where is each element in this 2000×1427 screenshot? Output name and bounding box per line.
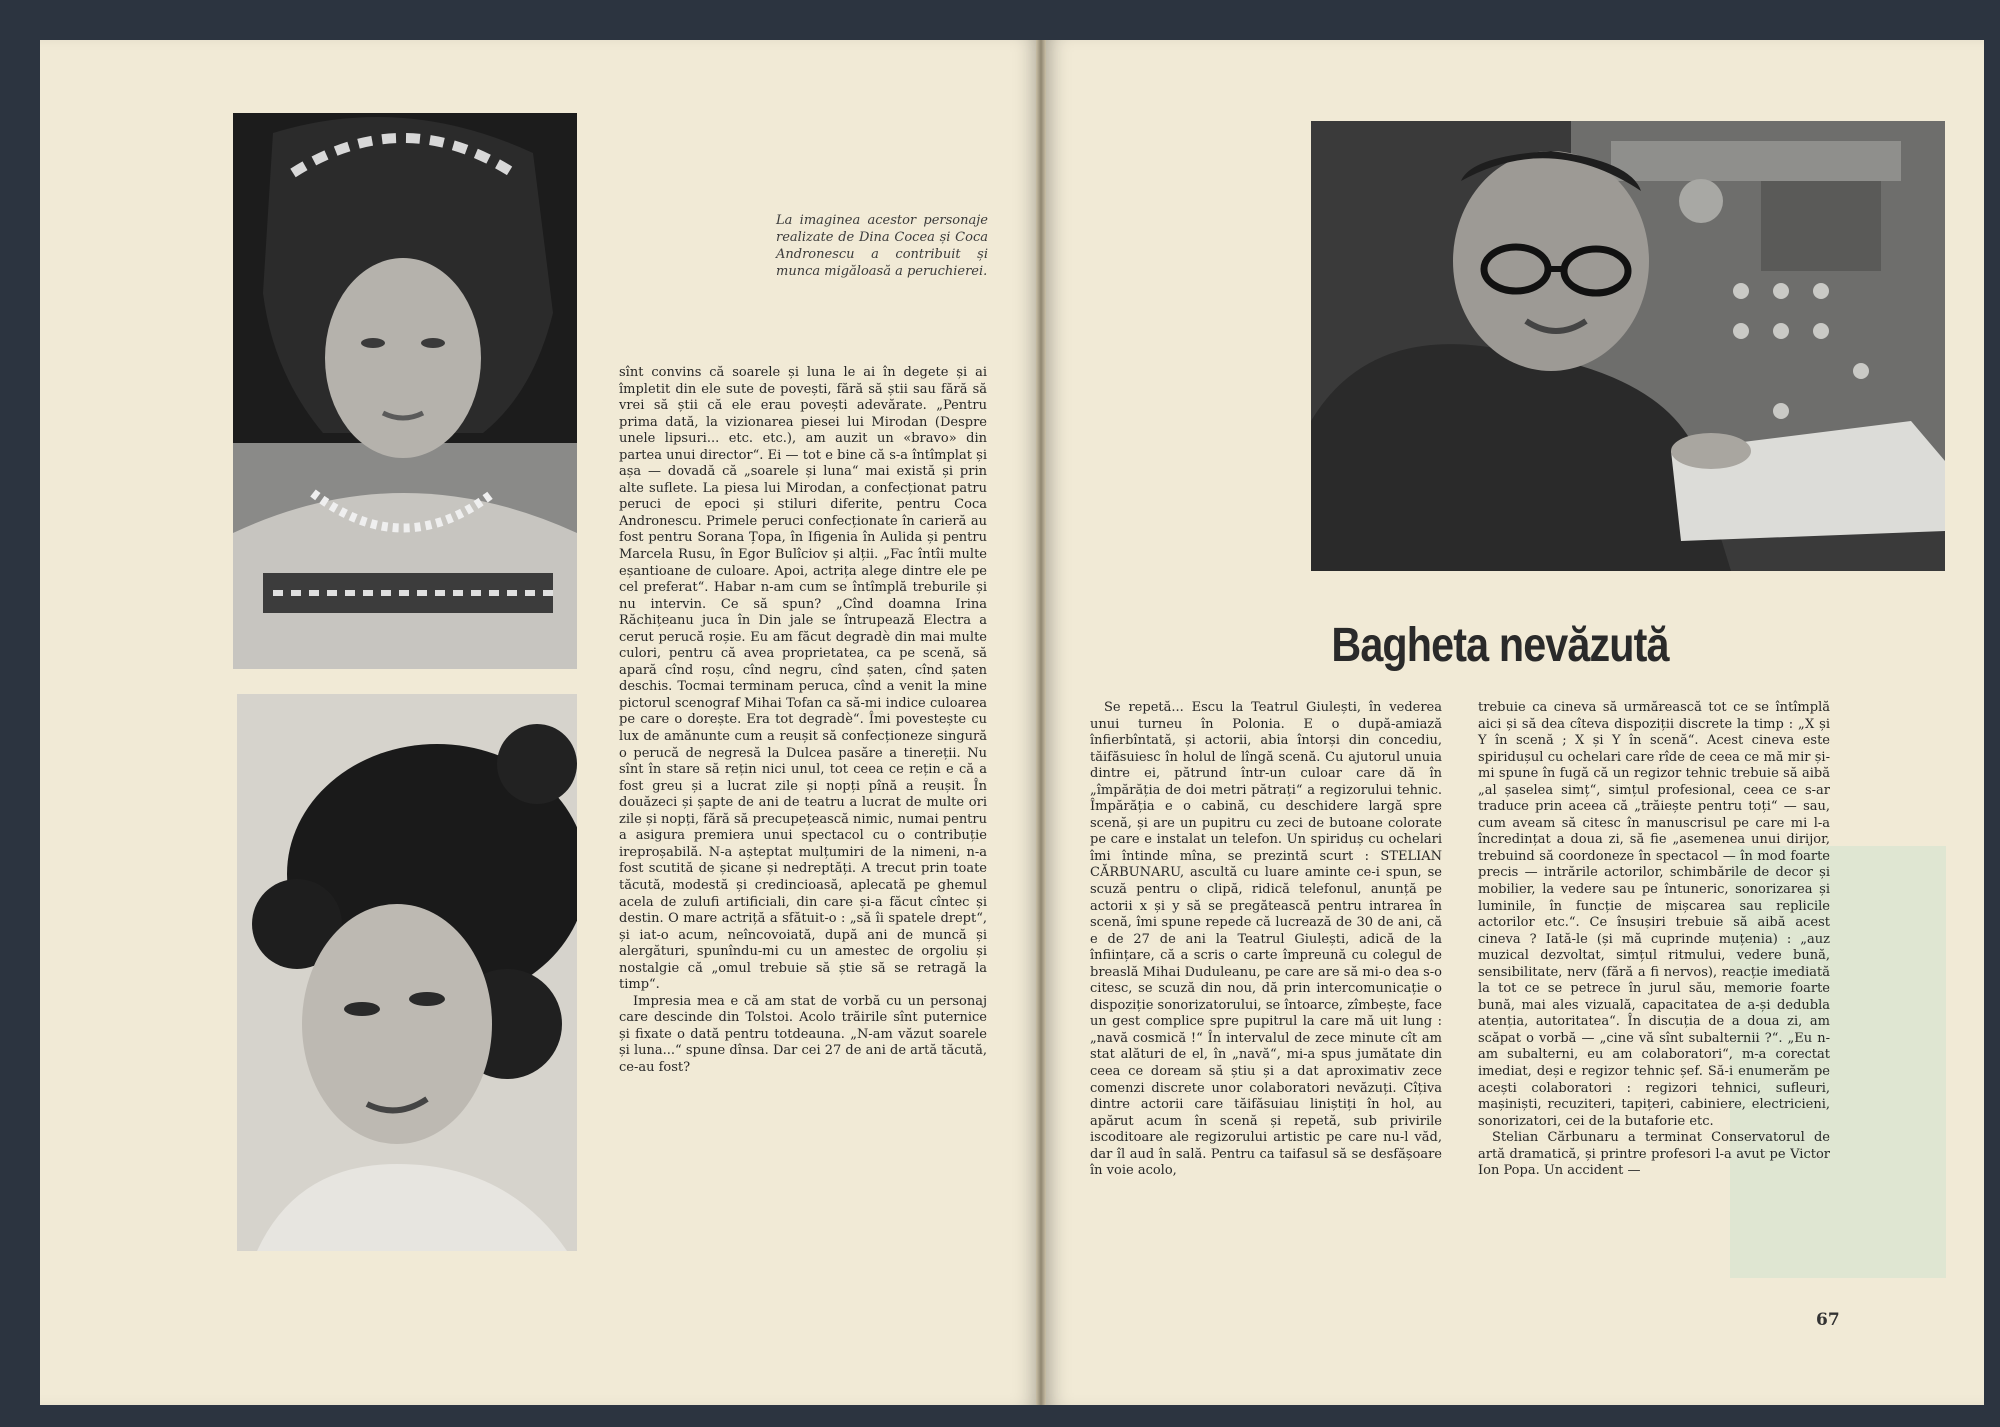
- portrait-actress-curls-icon: [237, 694, 577, 1251]
- photo-caption: La imaginea acestor personaje realizate de Dina Cocea și Coca Andronescu a contribuit și munca migăloasă a peruchierei.: [776, 213, 988, 279]
- right-col2-text-a: trebuie ca cineva să urmărească tot ce se întîmplă aici și să dea cîteva dispoziții discrete la timp : „X și Y în scenă ; X și Y în scenă“. Acest cineva este spiridușul cu ochelari care rîde de ceea ce mă mir și-mi spune în fugă că un regizor tehnic trebuie să aibă „al șaselea simț“, simțul profesional, ceea ce s-ar traduce prin aceea că „trăiește pentru toți“ — sau, cum aveam să citesc în manuscrisul pe care mi l-a încredințat a doua zi, să fie „asemenea unui dirijor, trebuind să coordoneze în spectacol — în mod foarte precis — intrările actorilor, schimbările de decor și mobilier, la vedere sau pe întuneric, sonorizarea și luminile, în funcție de mișcarea sau replicile actorilor etc.“. Ce însușiri trebuie să aibă acest cineva ? Iată-le (și mă cuprinde muțenia) : „auz muzical dezvoltat, simțul ritmului, vedere bună, sensibilitate, nerv (fără a fi nervos), reacție imediată la tot ce se petrece în jurul său, memorie foarte bună, mai ales vizuală, capacitatea de a-și dedubla atenția, autoritatea“. În discuția de a doua zi, am scăpat o vorbă — „cine vă sînt subalternii ?“. „Eu n-am subalterni, eu am colaboratori“, m-a corectat imediat, deși e regizor tehnic șef. Să-i enumerăm pe acești colaboratori : regizori tehnici, sufleuri, mașiniști, recuziteri, tapițeri, cabiniere, electricieni, sonorizatori, cei de la butaforie etc.: [1478, 700, 1830, 1129]
- right-article-column-1: [1090, 700, 1442, 1180]
- left-paragraph-2: Impresia mea e că am stat de vorbă cu un personaj care descinde din Tolstoi. Acolo trăirile sînt puternice și fixate o dată pentru totdeauna. „N-am văzut soarele și luna...“ spune dînsa. Dar cei 27 de ani de artă tăcută, ce-au fost?: [619, 993, 987, 1075]
- right-article-column-2: [1478, 700, 1830, 1180]
- right-col1-text: Se repetă... Escu la Teatrul Giulești, în vederea unui turneu în Polonia. E o după-amiază înfierbîntată, și actorii, abia întorși din concediu, tăifăsuiesc în holul de lîngă scenă. Cu ajutorul unuia dintre ei, pătrund într-un culoar care dă în „împărăția de doi metri pătrați“ a regizorului tehnic. Împărăția e o cabină, cu deschidere largă spre scenă, și are un pupitru cu zeci de butoane colorate pe care e instalat un telefon. Un spiriduș cu ochelari îmi întinde mîna, se prezintă scurt : STELIAN CĂRBUNARU, ascultă cu luare aminte ce-i spun, se scuză pentru o clipă, ridică telefonul, anunță pe actorii x și y să se pregătească pentru intrarea în scenă, îmi spune repede că lucrează de 30 de ani, că e de 27 de ani la Teatrul Giulești, adică de la înființare, că a scris o carte împreună cu colegul de breaslă Mihai Duduleanu, pe care are să mi-o dea s-o citesc, se scuză din nou, dă prin intercomunicație o dispoziție sonorizatorului, se întoarce, zîmbește, face un gest complice spre pupitrul la care mă uit lung : „navă cosmică !“ În intervalul de zece minute cît am stat alături de el, în „navă“, mi-a spus jumătate din ceea ce doream să știu și a dat aproximativ zece comenzi discrete unor colaboratori nevăzuți. Cîțiva dintre actorii care tăifăsuiau liniștiți în hol, au apărut acum în scenă și repetă, sub privirile iscoditoare ale regizorului artistic pe care nu-l văd, dar îl aud în sală. Pentru ca taifasul să se desfășoare în voie acolo,: [1090, 700, 1442, 1179]
- book-spine: [1036, 40, 1046, 1405]
- left-paragraph-1: sînt convins că soarele și luna le ai în degete și ai împletit din ele sute de povești, fără să știi sau fără să vrei să știi că ele erau povești adevărate. „Pentru prima dată, la vizionarea piesei lui Mirodan (Despre unele lipsuri... etc. etc.), am auzit un «bravo» din partea unui director“. Ei — tot e bine că s-a întîmplat și așa — dovadă că „soarele și luna“ mai există și prin alte suflete. La piesa lui Mirodan, a confecționat patru peruci de epoci și stiluri diferite, pentru Coca Andronescu. Primele peruci confecționate în carieră au fost pentru Sorana Țopa, în Ifigenia în Aulida și pentru Marcela Rusu, în Egor Bulîciov și alții. „Fac întîi multe eșantioane de culoare. Apoi, actrița alege dintre ele pe cel preferat“. Habar n-am cum se întîmplă treburile și nu intervin. Ce să spun? „Cînd doamna Irina Răchițeanu juca în Din jale se întrupează Electra a cerut perucă roșie. Eu am făcut degradè din mai multe culori, pentru că avea proprietatea, ca pe scenă, să apară cînd roșu, cînd negru, cînd șaten, cînd șaten deschis. Tocmai terminam peruca, cînd a venit la mine pictorul scenograf Mihai Tofan ca să-mi indice culoarea pe care o dorește. Era tot degradè“. Îmi povestește cu lux de amănunte cum a reușit să confecționeze singură o perucă de negresă la Dulcea pasăre a tinereții. Nu sînt în stare să rețin nici unul, tot ceea ce rețin e că a fost greu și a lucrat zile și nopți pînă a reușit. În douăzeci și șapte de ani de teatru a lucrat de multe ori zile și nopți, fără să precupețească nimic, numai pentru a asigura premiera unui spectacol cu o contribuție ireproșabilă. N-a așteptat mulțumiri de la nimeni, n-a fost scutită de șicane și nedreptăți. A trecut prin toate tăcută, modestă și credincioasă, aplecată pe ghemul acela de zulufi artificiali, din care și-a făcut cîntec și destin. O mare actriță a sfătuit-o : „să îi spatele drept“, și iat-o acum, neîncovoiată, după ani de muncă și alergături, spunîndu-mi cu un amestec de orgoliu și nostalgie că „omul trebuie să știe să se retragă la timp“.: [619, 365, 987, 993]
- technician-console-icon: [1311, 121, 1945, 571]
- portrait-actress-crown-icon: [233, 113, 577, 669]
- right-col2-text-b: Stelian Cărbunaru a terminat Conservatorul de artă dramatică, și printre profesori l-a avut pe Victor Ion Popa. Un accident —: [1478, 1130, 1830, 1179]
- left-article-column: [619, 365, 987, 1077]
- page-number: 67: [1816, 1310, 1840, 1330]
- article-title: Bagheta nevăzută: [1331, 619, 1669, 672]
